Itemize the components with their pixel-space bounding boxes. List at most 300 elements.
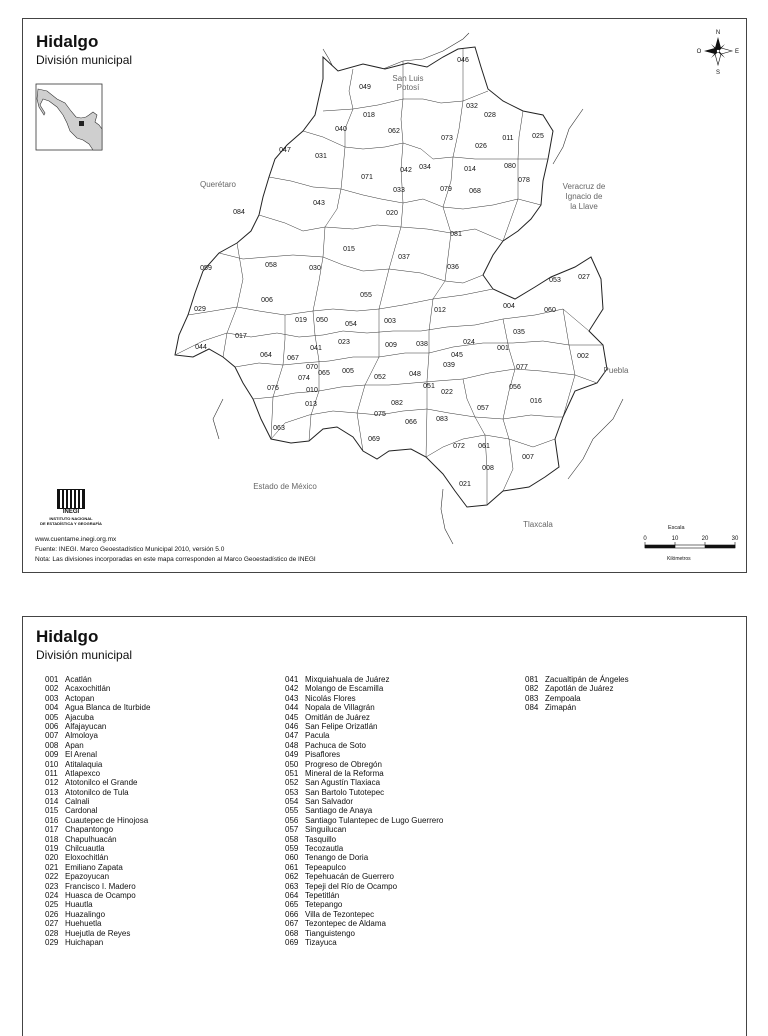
list-item: [37, 853, 150, 862]
list-item: [37, 806, 150, 815]
municipality-label: 015: [343, 246, 355, 253]
region-san-luis-1: San Luis: [392, 74, 424, 83]
municipality-name: Santiago Tulantepec de Lugo Guerrero: [305, 815, 444, 825]
mexico-locator-inset: [36, 84, 102, 150]
municipality-label: 033: [393, 187, 405, 194]
municipality-label: 011: [502, 135, 514, 142]
compass-e: E: [734, 49, 740, 55]
inegi-logo: [35, 489, 107, 533]
municipality-label: 031: [315, 153, 327, 160]
municipality-label: 072: [453, 443, 465, 450]
municipality-name: Mixquiahuala de Juárez: [305, 675, 390, 684]
list-item: [37, 741, 150, 750]
region-tlaxcala: Tlaxcala: [523, 520, 553, 529]
municipality-code: 010: [45, 759, 59, 769]
municipality-name: Atitalaquia: [65, 759, 103, 769]
municipality-name: Omitlán de Juárez: [305, 712, 370, 722]
municipality-label: 045: [451, 352, 463, 359]
list-item: [277, 760, 443, 769]
municipality-label: 040: [335, 126, 347, 133]
municipality-code: 009: [45, 750, 59, 760]
list-item: [517, 684, 629, 693]
municipality-name: Zimapán: [545, 703, 577, 713]
map-title: Hidalgo: [36, 32, 99, 51]
municipality-name: Tecozautla: [305, 844, 344, 854]
municipality-label: 023: [338, 339, 350, 346]
municipality-code: 023: [45, 881, 59, 891]
municipality-code: 056: [285, 815, 299, 825]
region-queretaro: Querétaro: [199, 180, 237, 189]
municipality-name: Actopan: [65, 693, 95, 703]
municipality-name: Tepetitlán: [305, 890, 340, 900]
municipality-label: 067: [287, 355, 299, 362]
scale-tick-0: 0: [643, 536, 647, 542]
municipality-name: Tezontepec de Aldama: [305, 919, 386, 929]
municipality-label: 035: [513, 329, 525, 336]
region-mexico: Estado de México: [253, 482, 317, 491]
list-item: [37, 684, 150, 693]
municipality-code: 081: [525, 675, 539, 684]
municipality-name: Almoloya: [65, 731, 98, 741]
municipality-name: Molango de Escamilla: [305, 684, 384, 694]
list-item: [37, 703, 150, 712]
municipality-code: 014: [45, 797, 59, 807]
scale-unit: Kilómetros: [667, 556, 691, 562]
municipality-name: Calnali: [65, 797, 90, 807]
municipality-name: Acaxochitlán: [65, 684, 111, 694]
municipality-label: 022: [441, 389, 453, 396]
municipality-label: 041: [310, 345, 322, 352]
municipality-label: 046: [457, 57, 469, 64]
list-item: [37, 722, 150, 731]
list-item: [277, 835, 443, 844]
municipality-name: Singuilucan: [305, 825, 347, 835]
municipality-label: 065: [318, 370, 330, 377]
municipality-label: 020: [386, 210, 398, 217]
municipality-name: Epazoyucan: [65, 872, 110, 882]
list-item: [37, 769, 150, 778]
municipality-name: Huehuetla: [65, 919, 102, 929]
municipality-label: 037: [398, 254, 410, 261]
municipality-code: 042: [285, 684, 299, 694]
municipality-code: 049: [285, 750, 299, 760]
municipality-code: 054: [285, 797, 299, 807]
scale-bar: [643, 536, 739, 548]
municipality-code: 084: [525, 703, 539, 713]
municipality-code: 061: [285, 862, 299, 872]
municipality-name: Huazalingo: [65, 909, 106, 919]
list-item: [277, 788, 443, 797]
municipality-label: 047: [279, 147, 291, 154]
municipality-code: 020: [45, 853, 59, 863]
municipality-code: 058: [285, 834, 299, 844]
list-item: [37, 713, 150, 722]
municipality-code: 051: [285, 768, 299, 778]
municipality-label: 005: [342, 368, 354, 375]
municipality-code: 019: [45, 844, 59, 854]
municipality-label: 021: [459, 481, 471, 488]
municipality-label: 053: [549, 277, 561, 284]
inegi-logo-mark: [57, 489, 85, 509]
municipality-label: 050: [316, 317, 328, 324]
municipality-label: 071: [361, 174, 373, 181]
municipality-name: Huejutla de Reyes: [65, 928, 131, 938]
list-item: [277, 722, 443, 731]
list-panel: [22, 616, 747, 1036]
list-item: [37, 797, 150, 806]
list-item: [277, 900, 443, 909]
list-item: [517, 703, 629, 712]
municipality-name: Nicolás Flores: [305, 693, 356, 703]
municipality-name: Tianguistengo: [305, 928, 355, 938]
municipality-code: 007: [45, 731, 59, 741]
municipality-name: San Bartolo Tutotepec: [305, 787, 385, 797]
municipality-code: 060: [285, 853, 299, 863]
municipality-name: Eloxochitlán: [65, 853, 109, 863]
list-item: [37, 778, 150, 787]
list-item: [277, 731, 443, 740]
list-item: [277, 703, 443, 712]
municipality-name: Chilcuautla: [65, 844, 105, 854]
municipality-code: 066: [285, 909, 299, 919]
municipality-label: 073: [441, 135, 453, 142]
municipality-label: 080: [504, 163, 516, 170]
list-item: [277, 713, 443, 722]
municipality-name: Zapotlán de Juárez: [545, 684, 614, 694]
municipality-label: 060: [544, 307, 556, 314]
compass-s: S: [715, 70, 721, 76]
municipality-name: Pisaflores: [305, 750, 341, 760]
footer-url[interactable]: www.cuentame.inegi.org.mx: [35, 536, 117, 543]
list-item: [37, 844, 150, 853]
municipality-label: 077: [516, 364, 528, 371]
list-item: [37, 938, 150, 947]
municipality-code: 044: [285, 703, 299, 713]
municipality-label: 078: [518, 177, 530, 184]
municipality-name: Santiago de Anaya: [305, 806, 373, 816]
list-item: [37, 816, 150, 825]
municipality-label: 014: [464, 166, 476, 173]
municipality-list-column-1: [37, 675, 150, 947]
municipality-code: 015: [45, 806, 59, 816]
municipality-name: Progreso de Obregón: [305, 759, 382, 769]
hidalgo-map: [23, 19, 746, 572]
region-veracruz-3: la Llave: [570, 202, 598, 211]
municipality-name: Tasquillo: [305, 834, 337, 844]
municipality-label: 056: [509, 384, 521, 391]
list-title: Hidalgo: [36, 627, 99, 646]
list-item: [277, 863, 443, 872]
municipality-name: Alfajayucan: [65, 721, 107, 731]
municipality-name: Tenango de Doria: [305, 853, 369, 863]
municipality-label: 030: [309, 265, 321, 272]
scale-tick-10: 10: [671, 536, 679, 542]
list-item: [37, 760, 150, 769]
footer-note: Nota: Las divisiones incorporadas en este mapa corresponden al Marco Geoestadístico de INEGI: [35, 556, 316, 563]
municipality-name: Tepeji del Río de Ocampo: [305, 881, 398, 891]
municipality-label: 012: [434, 307, 446, 314]
list-item: [517, 675, 629, 684]
list-subtitle: División municipal: [36, 648, 133, 662]
municipality-label: 009: [385, 342, 397, 349]
municipality-code: 052: [285, 778, 299, 788]
municipality-label: 049: [359, 84, 371, 91]
list-item: [277, 741, 443, 750]
list-item: [517, 694, 629, 703]
list-item: [277, 919, 443, 928]
municipality-name: Tizayuca: [305, 937, 337, 947]
municipality-label: 068: [469, 188, 481, 195]
municipality-name: El Arenal: [65, 750, 98, 760]
municipality-list-column-2: [277, 675, 443, 947]
municipality-code: 004: [45, 703, 59, 713]
list-item: [37, 731, 150, 740]
scale-tick-20: 20: [701, 536, 709, 542]
municipality-label: 075: [374, 411, 386, 418]
municipality-code: 001: [45, 675, 59, 684]
municipality-name: Mineral de la Reforma: [305, 768, 384, 778]
list-item: [37, 919, 150, 928]
municipality-name: Chapantongo: [65, 825, 114, 835]
municipality-name: Chapulhuacán: [65, 834, 117, 844]
list-item: [37, 872, 150, 881]
list-item: [277, 750, 443, 759]
municipality-label: 042: [400, 167, 412, 174]
list-item: [277, 778, 443, 787]
map-subtitle: División municipal: [36, 53, 133, 67]
municipality-label: 057: [477, 405, 489, 412]
municipality-label: 059: [200, 265, 212, 272]
municipality-name: Cardonal: [65, 806, 98, 816]
list-item: [277, 769, 443, 778]
municipality-label: 017: [235, 333, 247, 340]
municipality-code: 063: [285, 881, 299, 891]
municipality-name: Atotonilco de Tula: [65, 787, 129, 797]
municipality-code: 046: [285, 721, 299, 731]
municipality-label: 002: [577, 353, 589, 360]
municipality-label: 018: [363, 112, 375, 119]
municipality-label: 034: [419, 164, 431, 171]
list-item: [277, 684, 443, 693]
list-item: [37, 900, 150, 909]
municipality-code: 029: [45, 937, 59, 947]
municipality-code: 053: [285, 787, 299, 797]
list-item: [277, 694, 443, 703]
scale-tick-30: 30: [731, 536, 739, 542]
region-puebla: Puebla: [603, 366, 629, 375]
municipality-code: 067: [285, 919, 299, 929]
list-item: [277, 872, 443, 881]
municipality-label: 076: [267, 385, 279, 392]
list-item: [277, 825, 443, 834]
municipality-code: 024: [45, 890, 59, 900]
list-item: [277, 806, 443, 815]
municipality-label: 019: [295, 317, 307, 324]
municipality-code: 005: [45, 712, 59, 722]
municipality-label: 070: [306, 364, 318, 371]
hidalgo-locator-mark: [79, 121, 84, 126]
municipality-label: 001: [497, 345, 509, 352]
municipality-code: 068: [285, 928, 299, 938]
municipality-label: 038: [416, 341, 428, 348]
municipality-name: Huichapan: [65, 937, 104, 947]
footer-source: Fuente: INEGI. Marco Geoestadístico Municipal 2010, versión 5.0: [35, 546, 225, 553]
municipality-label: 084: [233, 209, 245, 216]
municipality-label: 062: [388, 128, 400, 135]
municipality-code: 055: [285, 806, 299, 816]
municipality-code: 050: [285, 759, 299, 769]
municipality-code: 022: [45, 872, 59, 882]
municipality-name: Apan: [65, 740, 84, 750]
region-san-luis-2: Potosí: [396, 83, 420, 92]
municipality-label: 048: [409, 371, 421, 378]
municipality-code: 043: [285, 693, 299, 703]
list-item: [277, 929, 443, 938]
municipality-name: Emiliano Zapata: [65, 862, 123, 872]
list-item: [277, 891, 443, 900]
municipality-code: 006: [45, 721, 59, 731]
municipality-label: 039: [443, 362, 455, 369]
municipality-name: Agua Blanca de Iturbide: [65, 703, 151, 713]
municipality-name: Ajacuba: [65, 712, 94, 722]
list-item: [37, 835, 150, 844]
list-item: [37, 910, 150, 919]
municipality-code: 002: [45, 684, 59, 694]
municipality-code: 012: [45, 778, 59, 788]
list-item: [37, 882, 150, 891]
municipality-label: 013: [305, 401, 317, 408]
municipality-code: 045: [285, 712, 299, 722]
municipality-label: 074: [298, 375, 310, 382]
hidalgo-state-outline: [175, 47, 607, 507]
municipality-label: 028: [484, 112, 496, 119]
municipality-code: 025: [45, 900, 59, 910]
inegi-line2: DE ESTADÍSTICA Y GEOGRAFÍA: [40, 521, 102, 526]
municipality-list-column-3: [517, 675, 629, 713]
list-item: [37, 694, 150, 703]
list-item: [277, 844, 443, 853]
municipality-label: 044: [195, 344, 207, 351]
municipality-name: Villa de Tezontepec: [305, 909, 375, 919]
municipality-name: Zacualtipán de Ángeles: [545, 675, 629, 684]
municipality-code: 021: [45, 862, 59, 872]
municipality-name: Acatlán: [65, 675, 92, 684]
municipality-name: San Salvador: [305, 797, 354, 807]
municipality-code: 016: [45, 815, 59, 825]
municipality-name: Pachuca de Soto: [305, 740, 366, 750]
list-item: [277, 816, 443, 825]
municipality-label: 003: [384, 318, 396, 325]
list-item: [37, 929, 150, 938]
municipality-code: 018: [45, 834, 59, 844]
list-item: [37, 891, 150, 900]
municipality-name: Cuautepec de Hinojosa: [65, 815, 149, 825]
municipality-label: 029: [194, 306, 206, 313]
municipality-name: Francisco I. Madero: [65, 881, 136, 891]
municipality-code: 057: [285, 825, 299, 835]
municipality-name: Pacula: [305, 731, 330, 741]
municipality-label: 079: [440, 186, 452, 193]
municipality-label: 007: [522, 454, 534, 461]
municipality-label: 004: [503, 303, 515, 310]
municipality-label: 026: [475, 143, 487, 150]
municipality-code: 003: [45, 693, 59, 703]
municipality-code: 026: [45, 909, 59, 919]
municipality-code: 027: [45, 919, 59, 929]
municipality-label: 081: [450, 231, 462, 238]
municipality-label: 052: [374, 374, 386, 381]
compass-rose-icon: [697, 30, 739, 76]
municipality-label: 010: [306, 387, 318, 394]
list-item: [277, 882, 443, 891]
municipality-label: 043: [313, 200, 325, 207]
municipality-name: San Felipe Orizatlán: [305, 721, 378, 731]
municipality-label: 058: [265, 262, 277, 269]
region-veracruz-1: Veracruz de: [562, 182, 606, 191]
municipality-label: 063: [273, 425, 285, 432]
municipality-label: 032: [466, 103, 478, 110]
scale-title: Escala: [668, 525, 685, 531]
municipality-label: 025: [532, 133, 544, 140]
compass-n: N: [715, 30, 721, 36]
municipality-name: Tetepango: [305, 900, 343, 910]
municipality-label: 008: [482, 465, 494, 472]
municipality-label: 083: [436, 416, 448, 423]
compass-o: O: [696, 49, 702, 55]
municipality-code: 083: [525, 693, 539, 703]
municipality-label: 069: [368, 436, 380, 443]
municipality-name: Nopala de Villagrán: [305, 703, 375, 713]
municipality-label: 066: [405, 419, 417, 426]
municipality-name: Atlapexco: [65, 768, 101, 778]
municipality-label: 036: [447, 264, 459, 271]
municipality-code: 011: [45, 768, 58, 778]
list-item: [37, 750, 150, 759]
list-item: [37, 788, 150, 797]
municipality-name: Tepehuacán de Guerrero: [305, 872, 394, 882]
municipality-code: 013: [45, 787, 59, 797]
list-item: [37, 675, 150, 684]
list-item: [37, 825, 150, 834]
municipality-code: 059: [285, 844, 299, 854]
municipality-code: 065: [285, 900, 299, 910]
municipality-code: 069: [285, 937, 299, 947]
municipality-code: 048: [285, 740, 299, 750]
municipality-code: 017: [45, 825, 59, 835]
inegi-line1: INSTITUTO NACIONAL: [49, 516, 93, 521]
municipality-name: San Agustín Tlaxiaca: [305, 778, 381, 788]
municipality-code: 064: [285, 890, 299, 900]
municipality-code: 062: [285, 872, 299, 882]
municipality-label: 054: [345, 321, 357, 328]
list-item: [277, 910, 443, 919]
municipality-code: 028: [45, 928, 59, 938]
municipality-code: 047: [285, 731, 299, 741]
municipality-label: 064: [260, 352, 272, 359]
municipality-code: 082: [525, 684, 539, 694]
municipality-name: Tepeapulco: [305, 862, 346, 872]
list-item: [277, 675, 443, 684]
municipality-label: 051: [423, 383, 435, 390]
municipality-label: 055: [360, 292, 372, 299]
inegi-brand: INEGI: [62, 509, 80, 515]
list-item: [277, 797, 443, 806]
municipality-code: 041: [285, 675, 299, 684]
municipality-label: 061: [478, 443, 490, 450]
list-item: [277, 938, 443, 947]
municipality-code: 008: [45, 740, 59, 750]
municipality-name: Zempoala: [545, 693, 581, 703]
